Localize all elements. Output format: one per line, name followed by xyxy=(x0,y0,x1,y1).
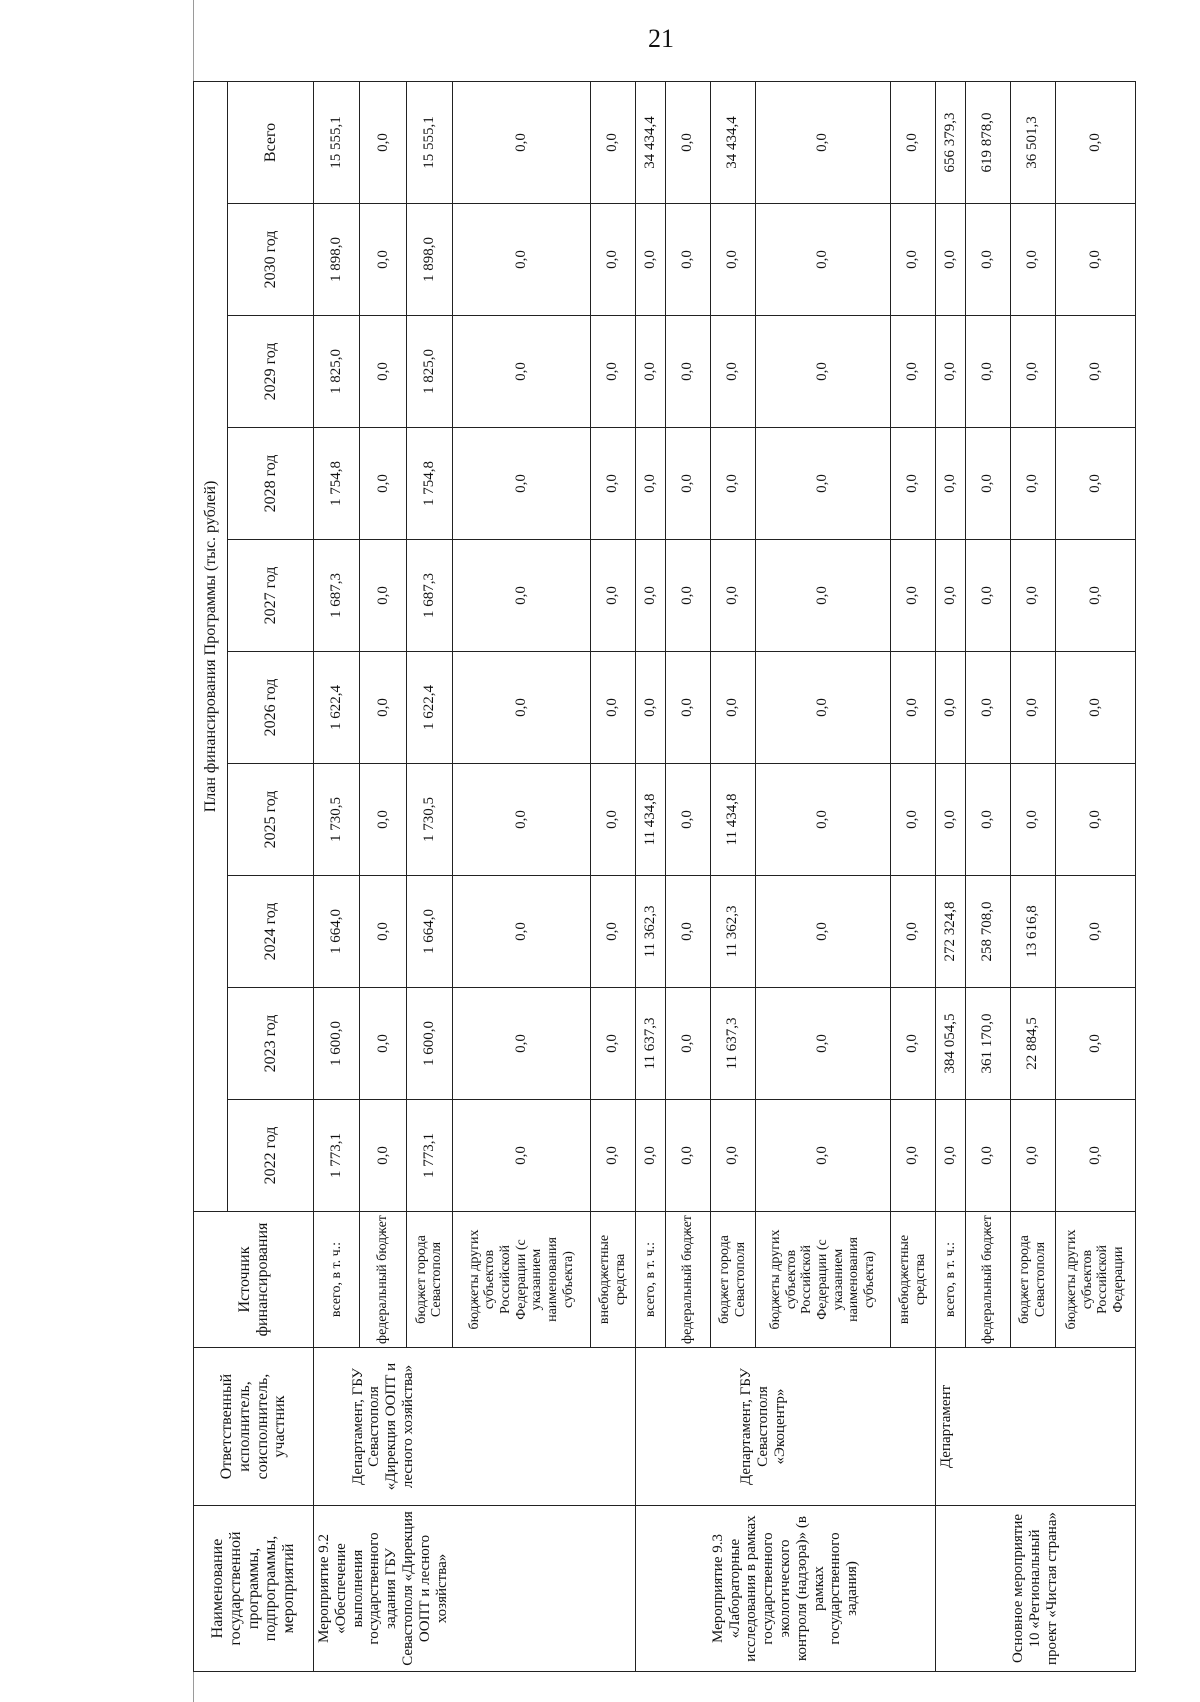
source-city-budget: бюджет города Севастополя xyxy=(1010,1212,1055,1348)
value-cell: 22 884,5 xyxy=(1010,988,1055,1100)
value-cell: 0,0 xyxy=(360,1100,406,1212)
value-cell: 0,0 xyxy=(452,764,590,876)
source-extra-budget: внебюджетные средства xyxy=(890,1212,935,1348)
value-cell: 0,0 xyxy=(1055,81,1135,203)
source-federal: федеральный бюджет xyxy=(965,1212,1010,1348)
value-cell: 0,0 xyxy=(1010,204,1055,316)
value-cell: 0,0 xyxy=(590,540,635,652)
value-cell: 0,0 xyxy=(360,428,406,540)
value-cell: 0,0 xyxy=(360,204,406,316)
value-cell: 0,0 xyxy=(965,1100,1010,1212)
value-cell: 36 501,3 xyxy=(1010,81,1055,203)
header-year: 2026 год xyxy=(228,652,314,764)
value-cell: 1 622,4 xyxy=(314,652,360,764)
value-cell: 0,0 xyxy=(965,652,1010,764)
value-cell: 0,0 xyxy=(590,204,635,316)
value-cell: 1 754,8 xyxy=(406,428,452,540)
header-year: 2027 год xyxy=(228,540,314,652)
value-cell: 0,0 xyxy=(452,652,590,764)
value-cell: 0,0 xyxy=(665,316,710,428)
value-cell: 656 379,3 xyxy=(935,81,965,203)
financing-table xyxy=(193,81,1136,1672)
value-cell: 0,0 xyxy=(935,540,965,652)
source-extra-budget: внебюджетные средства xyxy=(590,1212,635,1348)
value-cell: 0,0 xyxy=(1010,540,1055,652)
value-cell: 1 825,0 xyxy=(314,316,360,428)
value-cell: 0,0 xyxy=(665,81,710,203)
value-cell: 0,0 xyxy=(710,652,755,764)
value-cell: 0,0 xyxy=(360,81,406,203)
value-cell: 0,0 xyxy=(890,81,935,203)
value-cell: 1 730,5 xyxy=(406,764,452,876)
value-cell: 0,0 xyxy=(1010,764,1055,876)
value-cell: 0,0 xyxy=(360,316,406,428)
value-cell: 1 600,0 xyxy=(406,988,452,1100)
source-city-budget: бюджет города Севастополя xyxy=(710,1212,755,1348)
executor-continuation xyxy=(890,1348,935,1506)
value-cell: 0,0 xyxy=(1055,988,1135,1100)
value-cell: 0,0 xyxy=(755,1100,890,1212)
source-total: всего, в т. ч.: xyxy=(635,1212,665,1348)
value-cell: 0,0 xyxy=(1055,540,1135,652)
value-cell: 0,0 xyxy=(1055,652,1135,764)
value-cell: 1 664,0 xyxy=(406,876,452,988)
value-cell: 0,0 xyxy=(755,81,890,203)
value-cell: 0,0 xyxy=(710,316,755,428)
value-cell: 258 708,0 xyxy=(965,876,1010,988)
value-cell: 0,0 xyxy=(665,540,710,652)
value-cell: 1 773,1 xyxy=(314,1100,360,1212)
value-cell: 0,0 xyxy=(965,316,1010,428)
value-cell: 1 687,3 xyxy=(314,540,360,652)
header-year: 2024 год xyxy=(228,876,314,988)
value-cell: 11 637,3 xyxy=(710,988,755,1100)
value-cell: 1 898,0 xyxy=(314,204,360,316)
value-cell: 1 773,1 xyxy=(406,1100,452,1212)
header-year: 2023 год xyxy=(228,988,314,1100)
value-cell: 0,0 xyxy=(360,876,406,988)
value-cell: 0,0 xyxy=(965,540,1010,652)
value-cell: 0,0 xyxy=(590,764,635,876)
value-cell: 0,0 xyxy=(635,316,665,428)
value-cell: 0,0 xyxy=(755,652,890,764)
value-cell: 0,0 xyxy=(452,988,590,1100)
value-cell: 11 637,3 xyxy=(635,988,665,1100)
value-cell: 0,0 xyxy=(1010,316,1055,428)
value-cell: 0,0 xyxy=(1055,204,1135,316)
source-other-regions: бюджеты других субъектов Российской Федерации (с указанием наименования субъекта) xyxy=(452,1212,590,1348)
value-cell: 0,0 xyxy=(360,652,406,764)
value-cell: 0,0 xyxy=(1010,652,1055,764)
value-cell: 1 687,3 xyxy=(406,540,452,652)
main-measure-10-name: Основное мероприятие 10 «Региональный проект «Чистая страна» xyxy=(935,1506,1135,1672)
value-cell: 0,0 xyxy=(1055,316,1135,428)
value-cell: 1 664,0 xyxy=(314,876,360,988)
value-cell: 0,0 xyxy=(590,876,635,988)
value-cell: 1 754,8 xyxy=(314,428,360,540)
page-number: 21 xyxy=(648,24,674,53)
value-cell: 0,0 xyxy=(890,764,935,876)
header-source: Источник финансирования xyxy=(194,1212,314,1348)
value-cell: 34 434,4 xyxy=(635,81,665,203)
value-cell: 34 434,4 xyxy=(710,81,755,203)
header-year: 2030 год xyxy=(228,204,314,316)
value-cell: 0,0 xyxy=(890,540,935,652)
value-cell: 0,0 xyxy=(755,876,890,988)
value-cell: 0,0 xyxy=(635,428,665,540)
value-cell: 0,0 xyxy=(710,1100,755,1212)
value-cell: 0,0 xyxy=(665,764,710,876)
source-total: всего, в т. ч.: xyxy=(314,1212,360,1348)
source-city-budget: бюджет города Севастополя xyxy=(406,1212,452,1348)
value-cell: 0,0 xyxy=(665,876,710,988)
value-cell: 0,0 xyxy=(890,1100,935,1212)
value-cell: 0,0 xyxy=(935,204,965,316)
value-cell: 0,0 xyxy=(452,1100,590,1212)
header-total: Всего xyxy=(228,81,314,203)
value-cell: 0,0 xyxy=(665,988,710,1100)
value-cell: 0,0 xyxy=(1010,428,1055,540)
value-cell: 15 555,1 xyxy=(314,81,360,203)
header-executor: Ответственный исполнитель, соисполнитель, участник xyxy=(194,1348,314,1506)
value-cell: 0,0 xyxy=(755,540,890,652)
value-cell: 11 362,3 xyxy=(710,876,755,988)
value-cell: 11 434,8 xyxy=(710,764,755,876)
value-cell: 0,0 xyxy=(452,81,590,203)
source-other-regions: бюджеты других субъектов Российской Федерации xyxy=(1055,1212,1135,1348)
value-cell: 0,0 xyxy=(935,652,965,764)
value-cell: 0,0 xyxy=(755,204,890,316)
value-cell: 0,0 xyxy=(635,540,665,652)
value-cell: 0,0 xyxy=(452,204,590,316)
value-cell: 0,0 xyxy=(965,764,1010,876)
name-continuation xyxy=(452,1506,590,1672)
source-federal: федеральный бюджет xyxy=(665,1212,710,1348)
header-plan: План финансирования Программы (тыс. рублей) xyxy=(194,81,228,1211)
value-cell: 361 170,0 xyxy=(965,988,1010,1100)
value-cell: 0,0 xyxy=(665,204,710,316)
value-cell: 0,0 xyxy=(635,204,665,316)
value-cell: 0,0 xyxy=(665,428,710,540)
value-cell: 0,0 xyxy=(710,428,755,540)
value-cell: 619 878,0 xyxy=(965,81,1010,203)
value-cell: 0,0 xyxy=(710,204,755,316)
value-cell: 0,0 xyxy=(452,876,590,988)
value-cell: 0,0 xyxy=(890,204,935,316)
value-cell: 0,0 xyxy=(1055,764,1135,876)
value-cell: 0,0 xyxy=(890,316,935,428)
name-continuation xyxy=(590,1506,635,1672)
measure-9-3-executor: Департамент, ГБУ Севастополя «Экоцентр» xyxy=(635,1348,890,1506)
value-cell: 0,0 xyxy=(360,764,406,876)
value-cell: 15 555,1 xyxy=(406,81,452,203)
value-cell: 0,0 xyxy=(665,652,710,764)
rotated-table-area xyxy=(193,82,1127,1672)
value-cell: 0,0 xyxy=(452,540,590,652)
value-cell: 1 898,0 xyxy=(406,204,452,316)
header-year: 2028 год xyxy=(228,428,314,540)
value-cell: 0,0 xyxy=(452,316,590,428)
value-cell: 0,0 xyxy=(935,428,965,540)
header-name: Наименование государственной программы, подпрограммы, мероприятий xyxy=(194,1506,314,1672)
value-cell: 0,0 xyxy=(755,988,890,1100)
value-cell: 0,0 xyxy=(590,316,635,428)
value-cell: 0,0 xyxy=(890,428,935,540)
value-cell: 0,0 xyxy=(1055,428,1135,540)
value-cell: 13 616,8 xyxy=(1010,876,1055,988)
value-cell: 0,0 xyxy=(590,428,635,540)
value-cell: 0,0 xyxy=(755,316,890,428)
value-cell: 0,0 xyxy=(590,988,635,1100)
value-cell: 0,0 xyxy=(755,764,890,876)
value-cell: 1 825,0 xyxy=(406,316,452,428)
value-cell: 1 600,0 xyxy=(314,988,360,1100)
value-cell: 0,0 xyxy=(755,428,890,540)
executor-continuation xyxy=(452,1348,590,1506)
source-other-regions: бюджеты других субъектов Российской Федерации (с указанием наименования субъекта) xyxy=(755,1212,890,1348)
value-cell: 0,0 xyxy=(590,652,635,764)
value-cell: 0,0 xyxy=(590,1100,635,1212)
value-cell: 272 324,8 xyxy=(935,876,965,988)
value-cell: 0,0 xyxy=(635,1100,665,1212)
source-total: всего, в т. ч.: xyxy=(935,1212,965,1348)
value-cell: 0,0 xyxy=(635,652,665,764)
executor-continuation xyxy=(590,1348,635,1506)
value-cell: 0,0 xyxy=(452,428,590,540)
value-cell: 0,0 xyxy=(360,988,406,1100)
value-cell: 0,0 xyxy=(935,316,965,428)
value-cell: 0,0 xyxy=(1010,1100,1055,1212)
measure-9-3-name: Мероприятие 9.3 «Лабораторные исследования в рамках государственного экологического контроля (надзора)» (в рамках государственного задания) xyxy=(635,1506,935,1672)
value-cell: 0,0 xyxy=(360,540,406,652)
value-cell: 0,0 xyxy=(890,988,935,1100)
measure-9-2-name: Мероприятие 9.2 «Обеспечение выполнения государственного задания ГБУ Севастополя «Дирекция ООПТ и лесного хозяйства» xyxy=(314,1506,453,1672)
value-cell: 0,0 xyxy=(710,540,755,652)
measure-9-2-executor: Департамент, ГБУ Севастополя «Дирекция ООПТ и лесного хозяйства» xyxy=(314,1348,453,1506)
header-year: 2025 год xyxy=(228,764,314,876)
value-cell: 0,0 xyxy=(890,652,935,764)
value-cell: 0,0 xyxy=(965,428,1010,540)
source-federal: федеральный бюджет xyxy=(360,1212,406,1348)
value-cell: 0,0 xyxy=(1055,876,1135,988)
value-cell: 0,0 xyxy=(890,876,935,988)
value-cell: 0,0 xyxy=(590,81,635,203)
value-cell: 11 362,3 xyxy=(635,876,665,988)
value-cell: 1 730,5 xyxy=(314,764,360,876)
value-cell: 0,0 xyxy=(1055,1100,1135,1212)
value-cell: 0,0 xyxy=(665,1100,710,1212)
value-cell: 0,0 xyxy=(935,1100,965,1212)
value-cell: 11 434,8 xyxy=(635,764,665,876)
value-cell: 0,0 xyxy=(965,204,1010,316)
value-cell: 384 054,5 xyxy=(935,988,965,1100)
value-cell: 1 622,4 xyxy=(406,652,452,764)
header-year: 2022 год xyxy=(228,1100,314,1212)
main-measure-10-executor: Департамент xyxy=(935,1348,1135,1506)
header-year: 2029 год xyxy=(228,316,314,428)
value-cell: 0,0 xyxy=(935,764,965,876)
